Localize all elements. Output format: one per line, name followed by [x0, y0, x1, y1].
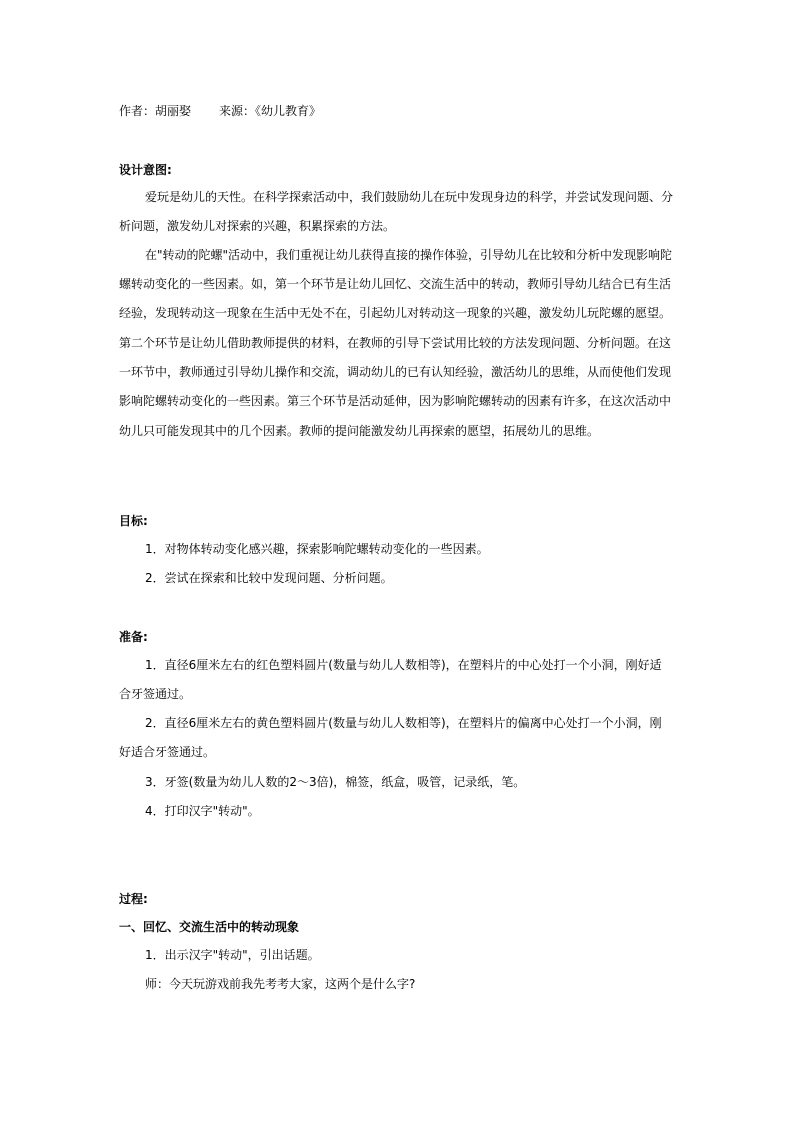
- paragraph-line: 爱玩是幼儿的天性。在科学探索活动中，我们鼓励幼儿在玩中发现身边的科学，并尝试发现问题、分: [145, 190, 674, 204]
- paragraph-line: 在"转动的陀螺"活动中，我们重视让幼儿获得直接的操作体验，引导幼儿在比较和分析中发现影响陀: [145, 248, 673, 262]
- list-item-continued: 合牙签通过。: [119, 687, 192, 701]
- list-item-continued: 好适合牙签通过。: [119, 745, 216, 759]
- process-section-title: 一、回忆、交流生活中的转动现象: [119, 920, 300, 934]
- paragraph-line: 经验，发现转动这一现象在生活中无处不在，引起幼儿对转动这一现象的兴趣，激发幼儿玩陀螺的愿望。: [119, 306, 672, 320]
- paragraph-line: 幼儿只可能发现其中的几个因素。教师的提问能激发幼儿再探索的愿望，拓展幼儿的思维。: [119, 424, 600, 438]
- paragraph-line: 第二个环节是让幼儿借助教师提供的材料，在教师的引导下尝试用比较的方法发现问题、分析问题。在这: [119, 336, 672, 350]
- process-heading: 过程:: [119, 892, 148, 906]
- paragraph-line: 一环节中，教师通过引导幼儿操作和交流，调动幼儿的已有认知经验，激活幼儿的思维，从而使他们发现: [119, 365, 672, 379]
- paragraph-line: 螺转动变化的一些因素。如，第一个环节是让幼儿回忆、交流生活中的转动，教师引导幼儿结合已有生活: [119, 277, 672, 291]
- list-item: 1．出示汉字"转动"，引出话题。: [145, 948, 320, 962]
- list-item: 1．对物体转动变化感兴趣，探索影响陀螺转动变化的一些因素。: [145, 542, 489, 556]
- design-intent-heading: 设计意图:: [119, 163, 172, 177]
- prep-heading: 准备:: [119, 630, 148, 644]
- meta-line: [119, 102, 679, 120]
- author: 作者：胡丽娶: [119, 104, 192, 118]
- list-item: 4．打印汉字"转动"。: [145, 804, 260, 818]
- goals-heading: 目标:: [119, 514, 148, 528]
- paragraph-line: 影响陀螺转动变化的一些因素。第三个环节是活动延伸，因为影响陀螺转动的因素有许多，在这次活动中: [119, 394, 672, 408]
- dialogue-line: 师：今天玩游戏前我先考考大家，这两个是什么字?: [145, 977, 416, 991]
- list-item: 3．牙签(数量为幼儿人数的2～3倍)，棉签，纸盒，吸管，记录纸，笔。: [145, 775, 526, 789]
- list-item: 2．尝试在探索和比较中发现问题、分析问题。: [145, 571, 393, 585]
- paragraph-line: 析问题，激发幼儿对探索的兴趣，积累探索的方法。: [119, 219, 396, 233]
- list-item: 1．直径6厘米左右的红色塑料圆片(数量与幼儿人数相等)，在塑料片的中心处打一个小洞，刚好适: [145, 658, 662, 672]
- list-item: 2．直径6厘米左右的黄色塑料圆片(数量与幼儿人数相等)，在塑料片的偏离中心处打一个小洞，刚: [145, 716, 662, 730]
- source: 来源：《幼儿教育》: [219, 104, 322, 118]
